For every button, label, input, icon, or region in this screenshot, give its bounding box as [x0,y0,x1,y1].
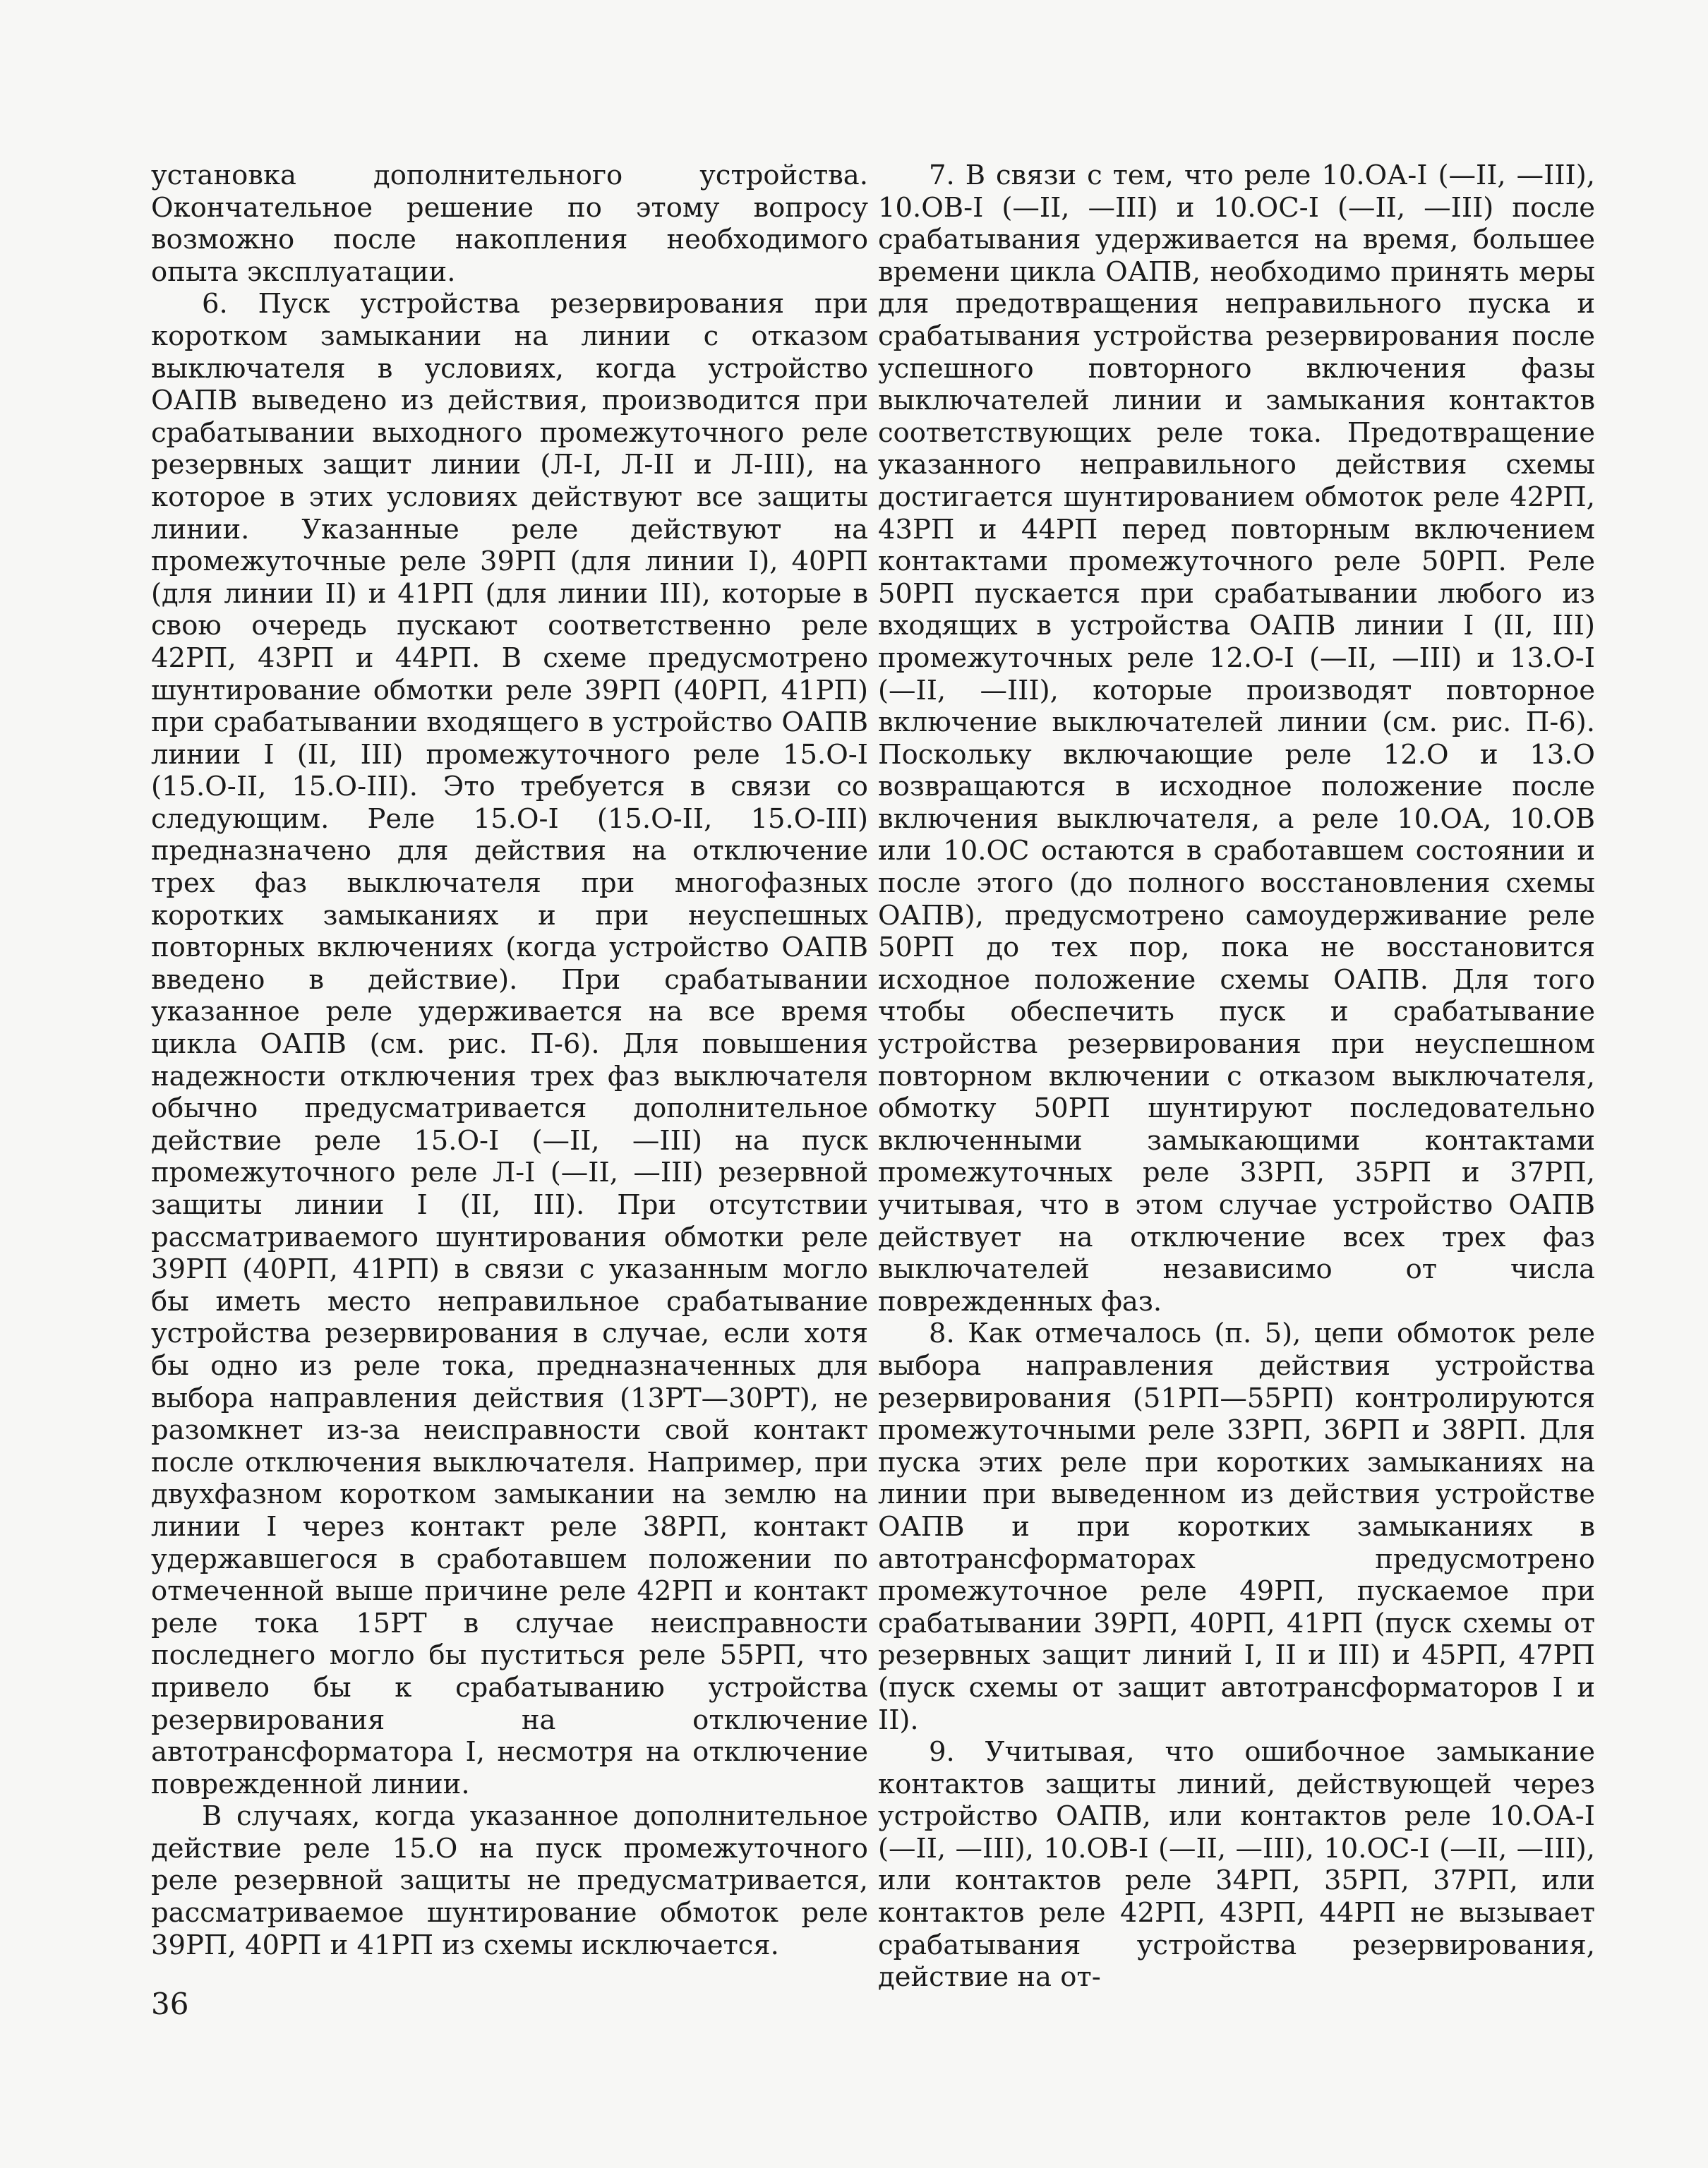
paragraph-item-6-note: В случаях, когда указанное дополнительное действие реле 15.О на пуск промежуточного реле резервной защиты не предусматривается, рассматриваемое шунтирование обмоток реле 39РП, 40РП и 41РП из схемы исключается. [151,1800,868,1961]
paragraph-item-7: 7. В связи с тем, что реле 10.ОА-I (—II, —III), 10.ОВ-I (—II, —III) и 10.ОС-I (—II, —III) после срабатывания удерживается на время, большее времени цикла ОАПВ, необходимо принять меры для предотвращения неправильного пуска и срабатывания устройства резервирования после успешного повторного включения фазы выключателей линии и замыкания контактов соответствующих реле тока. Предотвращение указанного неправильного действия схемы достигается шунтированием обмоток реле 42РП, 43РП и 44РП перед повторным включением контактами промежуточного реле 50РП. Реле 50РП пускается при срабатывании любого из входящих в устройства ОАПВ линии I (II, III) промежуточных реле 12.О-I (—II, —III) и 13.О-I (—II, —III), которые производят повторное включение выключателей линии (см. рис. П-6). Поскольку включающие реле 12.О и 13.О возвращаются в исходное положение после включения выключателя, а реле 10.ОА, 10.ОВ или 10.ОС остаются в сработавшем состоянии и после этого (до полного восстановления схемы ОАПВ), предусмотрено самоудерживание реле 50РП до тех пор, пока не восстановится исходное положение схемы ОАПВ. Для того чтобы обеспечить пуск и срабатывание устройства резервирования при неуспешном повторном включении с отказом выключателя, обмотку 50РП шунтируют последовательно включенными замыкающими контактами промежуточных реле 33РП, 35РП и 37РП, учитывая, что в этом случае устройство ОАПВ действует на отключение всех трех фаз выключателей независимо от числа поврежденных фаз. [878,159,1595,1318]
paragraph-item-9: 9. Учитывая, что ошибочное замыкание контактов защиты линий, действующей через устройство ОАПВ, или контактов реле 10.ОА-I (—II, —III), 10.ОВ-I (—II, —III), 10.ОС-I (—II, —III), или контактов реле 34РП, 35РП, 37РП, или контактов реле 42РП, 43РП, 44РП не вызывает срабатывания устройства резервирования, действие на от- [878,1736,1595,1994]
left-column [151,159,868,1961]
page-number: 36 [151,1987,189,2021]
paragraph-item-6: 6. Пуск устройства резервирования при коротком замыкании на линии с отказом выключателя в условиях, когда устройство ОАПВ выведено из действия, производится при срабатывании выходного промежуточного реле резервных защит линии (Л-I, Л-II и Л-III), на которое в этих условиях действуют все защиты линии. Указанные реле действуют на промежуточные реле 39РП (для линии I), 40РП (для линии II) и 41РП (для линии III), которые в свою очередь пускают соответственно реле 42РП, 43РП и 44РП. В схеме предусмотрено шунтирование обмотки реле 39РП (40РП, 41РП) при срабатывании входящего в устройство ОАПВ линии I (II, III) промежуточного реле 15.О-I (15.О-II, 15.О-III). Это требуется в связи со следующим. Реле 15.О-I (15.О-II, 15.О-III) предназначено для действия на отключение трех фаз выключателя при многофазных коротких замыканиях и при неуспешных повторных включениях (когда устройство ОАПВ введено в действие). При срабатывании указанное реле удерживается на все время цикла ОАПВ (см. рис. П-6). Для повышения надежности отключения трех фаз выключателя обычно предусматривается дополнительное действие реле 15.О-I (—II, —III) на пуск промежуточного реле Л-I (—II, —III) резервной защиты линии I (II, III). При отсутствии рассматриваемого шунтирования обмотки реле 39РП (40РП, 41РП) в связи с указанным могло бы иметь место неправильное срабатывание устройства резервирования в случае, если хотя бы одно из реле тока, предназначенных для выбора направления действия (13РТ—30РТ), не разомкнет из-за неисправности свой контакт после отключения выключателя. Например, при двухфазном коротком замыкании на землю на линии I через контакт реле 38РП, контакт удержавшегося в сработавшем положении по отмеченной выше причине реле 42РП и контакт реле тока 15РТ в случае неисправности последнего могло бы пуститься реле 55РП, что привело бы к срабатыванию устройства резервирования на отключение автотрансформатора I, несмотря на отключение поврежденной линии. [151,288,868,1800]
right-column [878,159,1595,1994]
paragraph-continuation: установка дополнительного устройства. Окончательное решение по этому вопросу возможно после накопления необходимого опыта эксплуатации. [151,159,868,288]
paragraph-item-8: 8. Как отмечалось (п. 5), цепи обмоток реле выбора направления действия устройства резервирования (51РП—55РП) контролируются промежуточными реле 33РП, 36РП и 38РП. Для пуска этих реле при коротких замыканиях на линии при выведенном из действия устройстве ОАПВ и при коротких замыканиях в автотрансформаторах предусмотрено промежуточное реле 49РП, пускаемое при срабатывании 39РП, 40РП, 41РП (пуск схемы от резервных защит линий I, II и III) и 45РП, 47РП (пуск схемы от защит автотрансформаторов I и II). [878,1318,1595,1736]
